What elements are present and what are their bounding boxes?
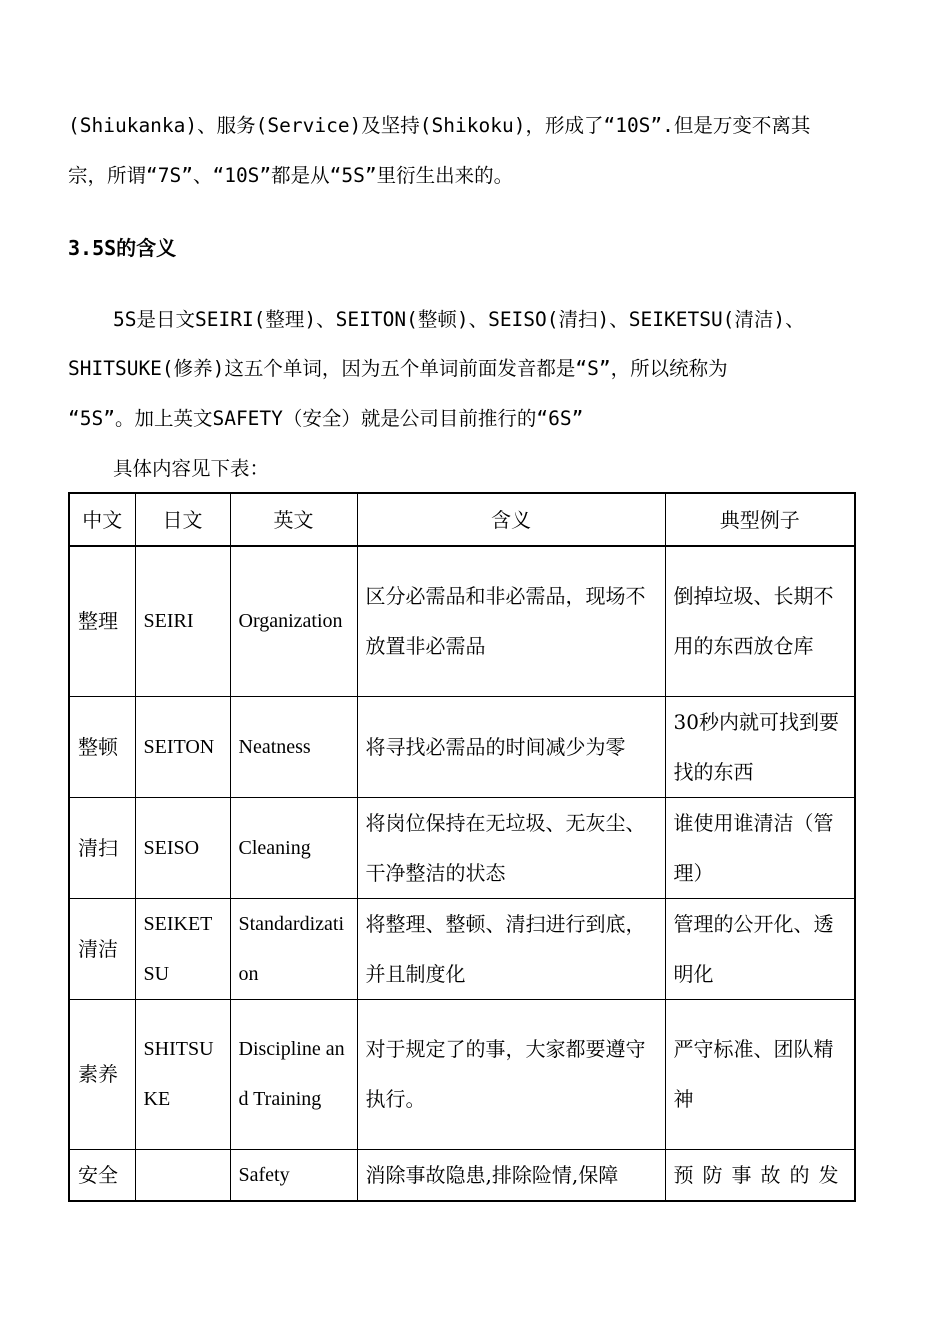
cell-meaning: 将寻找必需品的时间减少为零 (357, 696, 665, 797)
paragraph-line: “5S”。加上英文SAFETY（安全）就是公司目前推行的“6S” (68, 407, 584, 430)
cell-meaning: 将岗位保持在无垃圾、无灰尘、干净整洁的状态 (357, 797, 665, 898)
table-row (69, 898, 855, 999)
cell-example: 管理的公开化、透明化 (665, 898, 855, 999)
header-japanese: 日文 (135, 493, 230, 546)
cell-japanese: SHITSUKE (135, 999, 230, 1149)
cell-japanese: SEIKETSU (135, 898, 230, 999)
table-row (69, 797, 855, 898)
table-row (69, 546, 855, 696)
paragraph-line: 5S是日文SEIRI(整理)、SEITON(整顿)、SEISO(清扫)、SEIKETSU(清洁)、 (113, 308, 805, 331)
table-row (69, 696, 855, 797)
cell-example: 谁使用谁清洁（管理） (665, 797, 855, 898)
cell-english: Cleaning (230, 797, 357, 898)
cell-english: Organization (230, 546, 357, 696)
cell-english: Discipline and Training (230, 999, 357, 1149)
header-example: 典型例子 (665, 493, 855, 546)
paragraph-line: SHITSUKE(修养)这五个单词，因为五个单词前面发音都是“S”，所以统称为 (68, 357, 728, 380)
cell-example: 30秒内就可找到要找的东西 (665, 696, 855, 797)
cell-chinese: 安全 (69, 1149, 135, 1201)
cell-japanese: SEITON (135, 696, 230, 797)
cell-chinese: 清扫 (69, 797, 135, 898)
table-row (69, 999, 855, 1149)
header-chinese: 中文 (69, 493, 135, 546)
cell-english: Safety (230, 1149, 357, 1201)
cell-chinese: 整理 (69, 546, 135, 696)
section-heading: 3.5S的含义 (68, 236, 177, 260)
cell-example: 预防事故的发 (665, 1149, 855, 1201)
cell-meaning: 将整理、整顿、清扫进行到底，并且制度化 (357, 898, 665, 999)
header-meaning: 含义 (357, 493, 665, 546)
cell-english: Neatness (230, 696, 357, 797)
5s-table (68, 492, 856, 1202)
cell-japanese: SEISO (135, 797, 230, 898)
cell-chinese: 整顿 (69, 696, 135, 797)
cell-chinese: 清洁 (69, 898, 135, 999)
cell-meaning: 对于规定了的事，大家都要遵守执行。 (357, 999, 665, 1149)
cell-example: 严守标准、团队精神 (665, 999, 855, 1149)
cell-japanese (135, 1149, 230, 1201)
table-header-row (69, 493, 855, 546)
header-english: 英文 (230, 493, 357, 546)
table-intro: 具体内容见下表： (113, 457, 270, 480)
paragraph-line: 宗，所谓“7S”、“10S”都是从“5S”里衍生出来的。 (68, 164, 514, 187)
paragraph-line: (Shiukanka)、服务(Service)及坚持(Shikoku)，形成了“10S”.但是万变不离其 (68, 114, 811, 137)
cell-english: Standardization (230, 898, 357, 999)
cell-example: 倒掉垃圾、长期不用的东西放仓库 (665, 546, 855, 696)
table-row (69, 1149, 855, 1201)
cell-japanese: SEIRI (135, 546, 230, 696)
cell-chinese: 素养 (69, 999, 135, 1149)
cell-meaning: 消除事故隐患,排除险情,保障 (357, 1149, 665, 1201)
cell-meaning: 区分必需品和非必需品，现场不放置非必需品 (357, 546, 665, 696)
